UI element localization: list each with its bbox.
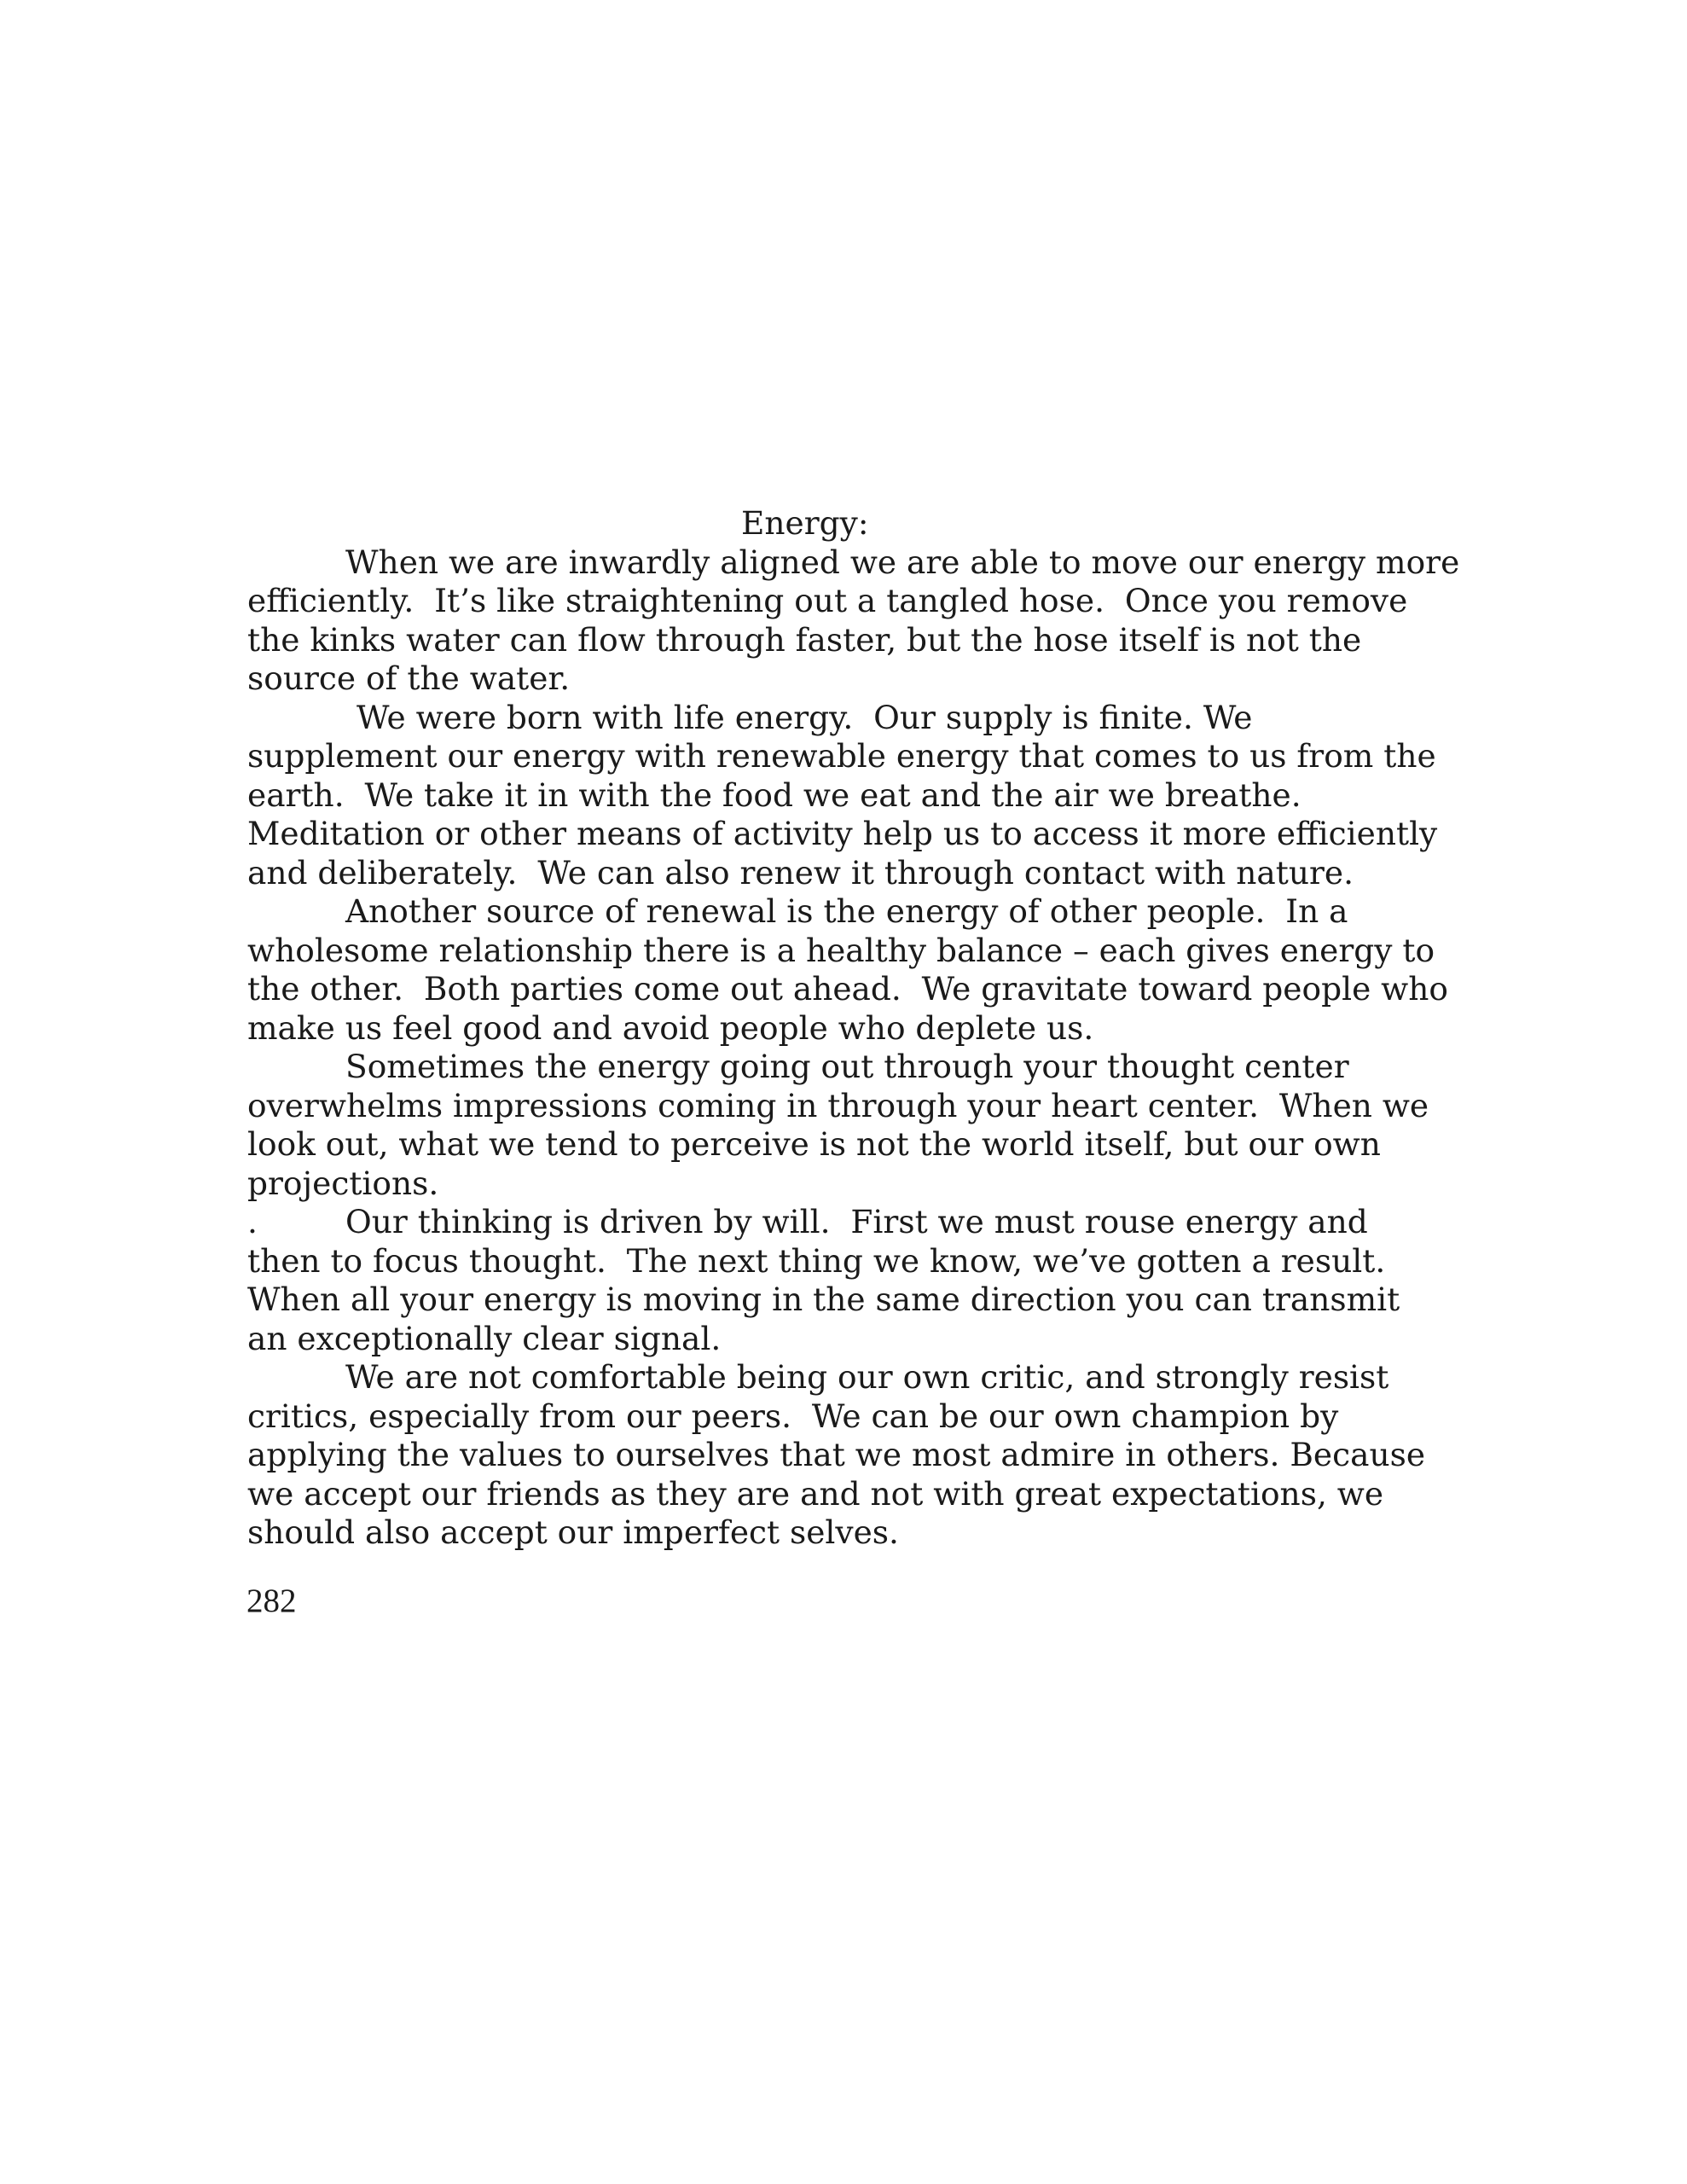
body-text	[247, 504, 1467, 1553]
paragraph-1-line-3: the kinks water can flow through faster, but the hose itself is not the	[247, 620, 1362, 659]
paragraph-5-line-2: then to focus thought. The next thing we know, we’ve gotten a result.	[247, 1241, 1386, 1280]
paragraph-3-line-4: make us feel good and avoid people who deplete us.	[247, 1008, 1094, 1047]
paragraph-2-line-2: supplement our energy with renewable energy that comes to us from the	[247, 737, 1436, 775]
paragraph-1-line-2: efficiently. It’s like straightening out a tangled hose. Once you remove	[247, 582, 1408, 619]
paragraph-6-line-3: applying the values to ourselves that we most admire in others. Because	[247, 1436, 1426, 1473]
paragraph-1-line-4: source of the water.	[247, 659, 571, 697]
paragraph-6-line-2: critics, especially from our peers. We can be our own champion by	[247, 1397, 1339, 1435]
paragraph-6-line-4: we accept our friends as they are and not with great expectations, we	[247, 1474, 1384, 1513]
title-spacer	[247, 504, 1467, 543]
paragraph-4-line-4: projections.	[247, 1164, 439, 1202]
paragraph-5-line-1	[247, 1203, 1467, 1242]
paragraph-3-line-2: wholesome relationship there is a healthy balance – each gives energy to	[247, 931, 1435, 969]
stray-dot: .	[247, 1203, 258, 1240]
paragraph-2-line-1: We were born with life energy. Our supply is finite. We	[357, 698, 1253, 736]
paragraph-6-line-5: should also accept our imperfect selves.	[247, 1513, 899, 1551]
paragraph-5-line-3: When all your energy is moving in the same direction you can transmit	[247, 1281, 1400, 1318]
paragraph-4-line-2: overwhelms impressions coming in through your heart center. When we	[247, 1086, 1429, 1124]
paragraph-3-line-3: the other. Both parties come out ahead. We gravitate toward people who	[247, 970, 1449, 1008]
paragraph-1-line-1: When we are inwardly aligned we are able to move our energy more	[345, 543, 1460, 581]
paragraph-3-line-1: Another source of renewal is the energy of other people. In a	[345, 892, 1348, 930]
paragraph-6-line-1: We are not comfortable being our own critic, and strongly resist	[345, 1358, 1389, 1396]
paragraph-4-line-1: Sometimes the energy going out through your thought center	[345, 1048, 1349, 1085]
paragraph-2-line-3: earth. We take it in with the food we eat and the air we breathe.	[247, 775, 1301, 814]
paragraph-5-line-4: an exceptionally clear signal.	[247, 1319, 722, 1357]
paragraph-5-line-1-text: Our thinking is driven by will. First we must rouse energy and	[345, 1203, 1368, 1240]
paragraph-2-line-4: Meditation or other means of activity help us to access it more efficiently	[247, 815, 1438, 852]
paragraph-2-line-5: and deliberately. We can also renew it through contact with nature.	[247, 853, 1354, 892]
paragraph-4-line-3: look out, what we tend to perceive is not the world itself, but our own	[247, 1125, 1381, 1163]
page-number: 282	[246, 1583, 297, 1619]
section-title: Energy:	[741, 504, 869, 542]
